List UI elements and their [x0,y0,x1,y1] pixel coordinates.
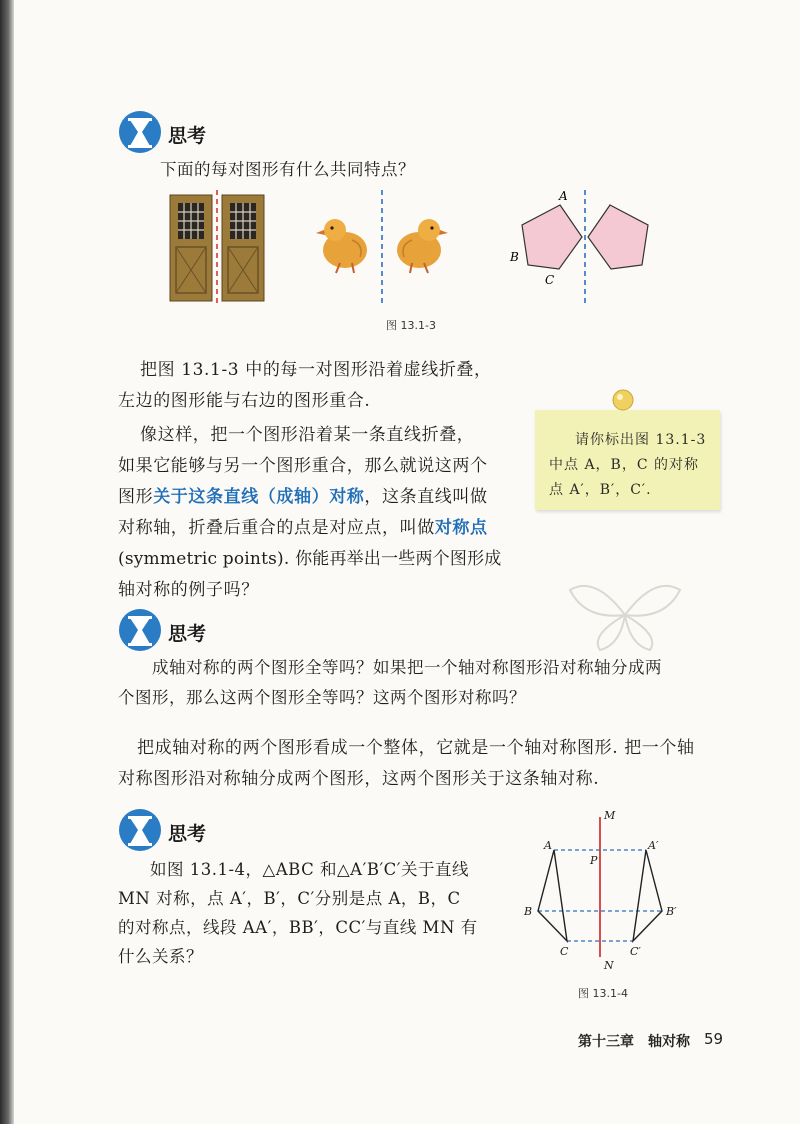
label-P: P [590,854,598,867]
para1-line1: 把图 13.1-3 中的每一对图形沿着虚线折叠， [140,360,492,380]
chapter-footer: 第十三章 轴对称 [578,1034,690,1050]
chick-image [397,219,448,273]
label-a: A [559,189,568,203]
figure-13-1-4-caption: 图 13.1-4 [578,987,628,1000]
think-compass-icon [118,110,162,154]
pin-icon [608,385,638,415]
para2-line1: 像这样，把一个图形沿着某一条直线折叠， [140,425,475,445]
butterfly-decoration [565,575,685,655]
note-line1: 请你标出图 13.1-3 [575,432,707,448]
axial-symmetry-term: 关于这条直线（成轴）对称 [153,487,365,507]
para1-line2: 左边的图形能与右边的图形重合. [118,391,371,411]
label-N: N [604,959,614,972]
think2-title: 思考 [168,623,207,645]
label-C1: C′ [630,945,641,958]
label-M: M [604,809,616,822]
para2-line3-prefix: 图形 [118,487,154,507]
think-compass-icon [118,808,162,852]
book-spine [0,0,14,1124]
para2-line6: 轴对称的例子吗？ [118,580,259,600]
label-c: C [545,273,555,287]
note-line3: 点 A′，B′，C′. [549,482,652,498]
think3-line1: 如图 13.1-4，△ABC 和△A′B′C′关于直线 [150,860,470,879]
para2-line5: (symmetric points). 你能再举出一些两个图形成 [118,549,502,569]
chick-image [316,219,367,273]
think3-line4: 什么关系？ [118,947,203,966]
para3-line1: 把成轴对称的两个图形看成一个整体，它就是一个轴对称图形. 把一个轴 [137,738,695,758]
para3-line2: 对称图形沿对称轴分成两个图形，这两个图形关于这条轴对称. [118,769,600,789]
label-B: B [524,905,533,918]
figure-13-1-4 [510,805,710,975]
think1-title: 思考 [168,125,207,147]
think3-title: 思考 [168,823,207,845]
label-C: C [560,945,569,958]
triangle-A1B1C1 [633,850,662,941]
figure-13-1-3 [160,185,680,310]
para2-line4-prefix: 对称轴，折叠后重合的点是对应点，叫做 [118,518,435,538]
pentagon-left [522,205,582,269]
note-line2: 中点 A，B，C 的对称 [549,457,700,473]
para2-line2: 如果它能够与另一个图形重合，那么就说这两个 [118,456,488,476]
para2-line4 [118,513,488,544]
triangle-ABC [538,850,567,941]
think1-question: 下面的每对图形有什么共同特点？ [160,160,415,179]
para2-line3 [118,482,488,513]
door-image [222,195,264,301]
symmetric-points-term: 对称点 [434,518,488,538]
think2-line2: 个图形，那么这两个图形全等吗？这两个图形对称吗？ [118,688,526,707]
think2-line1: 成轴对称的两个图形全等吗？如果把一个轴对称图形沿对称轴分成两 [152,658,662,677]
pentagon-right [588,205,648,269]
label-B1: B′ [666,905,677,918]
think-compass-icon [118,608,162,652]
think3-line3: 的对称点，线段 AA′，BB′，CC′与直线 MN 有 [118,918,478,937]
page-number: 59 [704,1030,724,1048]
para2-line3-suffix: ，这条直线叫做 [364,487,488,507]
door-image [170,195,212,301]
figure-13-1-3-caption: 图 13.1-3 [386,319,436,332]
label-A1: A′ [648,839,659,852]
think3-line2: MN 对称，点 A′，B′，C′分别是点 A，B，C [118,889,461,908]
label-b: B [510,250,519,264]
label-A: A [544,839,552,852]
